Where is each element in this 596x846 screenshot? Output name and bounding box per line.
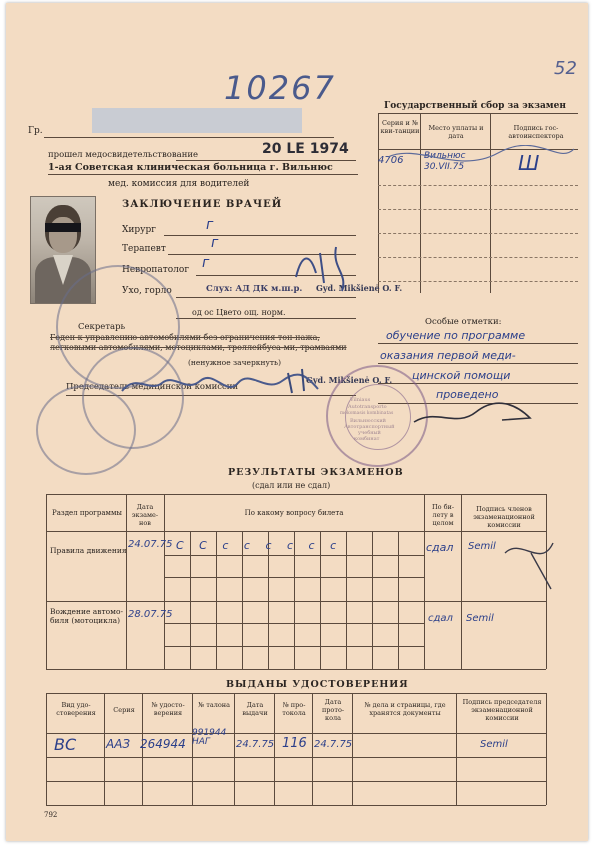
chairman-signature [116,363,346,423]
doctor-therapist-mark: г [211,235,219,251]
doctor-therapist-label: Терапевт [122,244,166,254]
results-title: РЕЗУЛЬТАТЫ ЭКЗАМЕНОВ [228,467,404,478]
issued-col-date: Дата выдачи [242,701,268,717]
fit-text: Годен к управлению автомобилями без ограничения тон-нажа, легковыми автомобилями, мотоциклами, троллейбуса-ми, трамваями [50,333,347,352]
results-col-signatures: Подпись членов экзаменационной комиссии [473,505,535,529]
fee-col-signature: Подпись гос-автоинспектора [508,124,564,140]
doctor-signatures [276,233,386,303]
issued-col-coupon: № талона [198,701,230,709]
results-col-date: Дата экзаме-нов [131,503,159,527]
doctor-surgeon-mark: г [206,217,214,233]
fee-inspector-signature: Ш [518,151,540,175]
issued-col-protocol: № про-токола [282,701,306,717]
issued-title: ВЫДАНЫ УДОСТОВЕРЕНИЯ [226,679,409,690]
footer-code: 792 [44,811,58,819]
special-marks-line-3: цинской помощи [412,369,511,382]
issued-number-value: 264944 [140,737,186,751]
issued-col-case: № дела и страницы, где хранятся документы [364,701,446,717]
issued-col-signature: Подпись председателя экзаменационной комиссии [462,698,542,722]
results-row2-overall: сдал [428,613,453,624]
issued-protocol-date-value: 24.7.75 [314,739,353,750]
hospital-name: 1-ая Советская клиническая больница г. Вильнюс [48,162,333,173]
issued-col-number: № удосто-верения [151,701,185,717]
issued-series-value: ААЗ [106,737,131,751]
doctor-ent-value: Слух: АД ДК м.ш.р. [206,284,303,294]
secretary-label: Секретарь [78,322,126,332]
passed-date: 20 LE 1974 [262,141,349,157]
fit-note: (ненужное зачеркнуть) [188,358,282,367]
results-subtitle: (сдал или не сдал) [252,481,331,490]
fee-header: Государственный сбор за экзамен [384,101,566,111]
fee-col-place: Место уплаты и дата [428,124,484,140]
passed-exam-label: прошел медосвидетельствование [48,150,199,160]
results-row1-signature: Semil [468,541,496,552]
registration-number: 10267 [224,69,336,107]
redacted-name [92,108,302,133]
results-col-questions: По какому вопросу билета [244,509,344,517]
issued-date-value: 24.7.75 [236,739,275,750]
issued-type-value: ВС [54,735,77,754]
special-marks-signature [406,398,546,438]
results-row1-marks: С С с с с с с с [176,539,343,552]
fee-signature-loops [378,145,578,187]
results-col-overall: По би-лету в целом [431,503,455,527]
special-marks-line-1: обучение по программе [386,329,526,342]
doctor-ent-label: Ухо, горло [122,286,172,296]
eye-line: од ос Цвето ощ. норм. [192,308,286,317]
results-row1-overall: сдал [426,541,454,554]
special-marks-line-4: проведено [436,388,499,401]
doctor-surgeon-label: Хирург [122,225,156,235]
results-row1-date: 24.07.75 [128,539,173,550]
special-marks-line-2: оказания первой меди- [380,349,516,362]
commission-name: мед. комиссия для водителей [108,179,250,189]
special-marks-title: Особые отметки: [425,317,502,327]
chairman-label: Председатель медицинской комиссии [66,382,239,392]
results-row2-section: Вождение автомо-биля (мотоцикла) [50,607,124,625]
results-row2-date: 28.07.75 [128,609,173,620]
issued-signature-value: Semil [480,739,508,750]
results-extra-signature [501,533,561,593]
results-row2-signature: Semil [466,613,494,624]
results-row1-section: Правила движения [50,546,127,555]
issued-col-type: Вид удо-стоверения [56,701,96,717]
issued-protocol-value: 116 [282,736,307,751]
issued-col-series: Серия [113,706,135,714]
issued-col-protocol-date: Дата прото-кола [321,698,345,722]
doctor-neuro-mark: г [202,255,210,271]
corner-page-number: 52 [554,58,577,79]
stamp-name-2: Gyd. Mikšienė O. F. [306,375,393,385]
name-prefix: Гр. [28,126,43,136]
results-col-section: Раздел программы [52,509,122,517]
fee-receipt-number: 4706 [378,155,404,166]
fee-col-receipt: Серия и № кви-танции [380,119,420,135]
document-sheet [6,3,588,841]
issued-coupon-value: 991944 НАГ [192,728,227,747]
stamp-name-1: Gyd. Mikšienė O. F. [316,283,403,293]
school-stamp: Vilniaus Autotransporto mokomasis kombinatas Вильнюсский Автотранспортный учебный комбинат [326,365,428,467]
fee-place-date: Вильнюс 30.VII.75 [424,151,466,172]
conclusion-title: ЗАКЛЮЧЕНИЕ ВРАЧЕЙ [122,199,283,210]
doctor-neuro-label: Невропатолог [122,265,190,275]
